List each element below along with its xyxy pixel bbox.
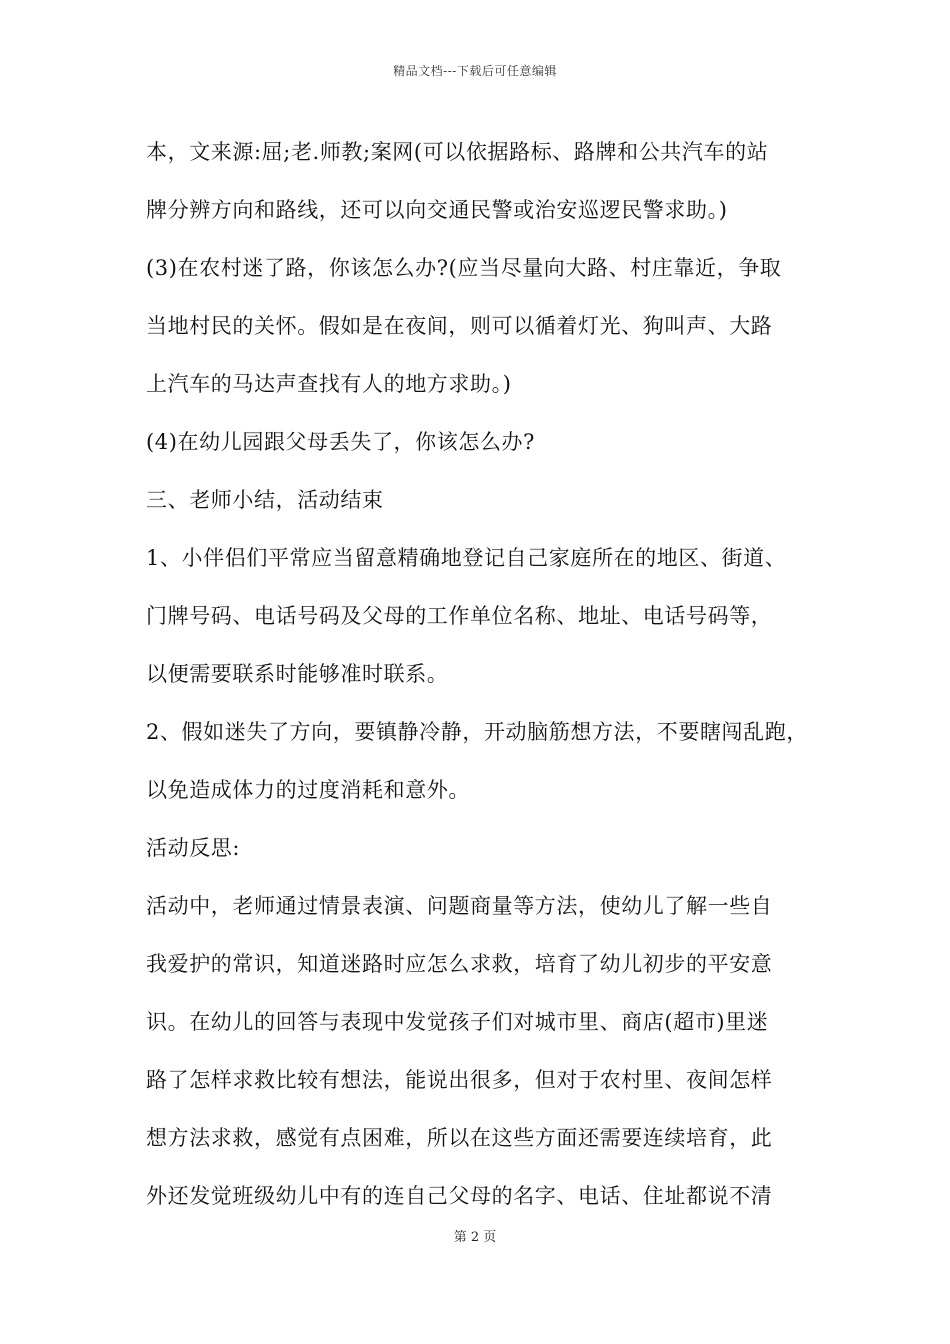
section-heading: 三、老师小结，活动结束 (146, 488, 384, 512)
text-line: 以免造成体力的过度消耗和意外。 (146, 778, 470, 802)
document-body (146, 128, 836, 1230)
text-line: 牌分辨方向和路线，还可以向交通民警或治安巡逻民警求助。) (146, 198, 728, 222)
text-line: 门牌号码、电话号码及父母的工作单位名称、地址、电话号码等， (146, 604, 773, 628)
text-line: 我爱护的常识，知道迷路时应怎么求救，培育了幼儿初步的平安意 (146, 952, 773, 976)
section-heading: 活动反思: (146, 836, 241, 860)
page-number: 第 2 页 (453, 1230, 497, 1245)
text-line: 上汽车的马达声查找有人的地方求助。) (146, 372, 512, 396)
text-line: 外还发觉班级幼儿中有的连自己父母的名字、电话、住址都说不清 (146, 1184, 773, 1208)
text-line: 当地村民的关怀。假如是在夜间，则可以循着灯光、狗叫声、大路 (146, 314, 773, 338)
text-line: 以便需要联系时能够准时联系。 (146, 662, 449, 686)
text-line: 2、假如迷失了方向，要镇静冷静，开动脑筋想方法，不要瞎闯乱跑， (146, 720, 808, 744)
text-line: 1、小伴侣们平常应当留意精确地登记自己家庭所在的地区、街道、 (146, 546, 787, 570)
text-line: (3)在农村迷了路，你该怎么办?(应当尽量向大路、村庄靠近，争取 (146, 256, 782, 280)
text-line: 本，文来源:屈;老.师教;案网(可以依据路标、路牌和公共汽车的站 (146, 140, 769, 164)
text-line: 活动中，老师通过情景表演、问题商量等方法，使幼儿了解一些自 (146, 894, 773, 918)
page-header: 精品文档---下载后可任意编辑 (393, 64, 557, 78)
text-line: (4)在幼儿园跟父母丢失了，你该怎么办? (146, 430, 536, 454)
text-line: 想方法求救，感觉有点困难，所以在这些方面还需要连续培育，此 (146, 1126, 773, 1150)
text-line: 识。在幼儿的回答与表现中发觉孩子们对城市里、商店(超市)里迷 (146, 1010, 769, 1034)
text-line: 路了怎样求救比较有想法，能说出很多，但对于农村里、夜间怎样 (146, 1068, 773, 1092)
